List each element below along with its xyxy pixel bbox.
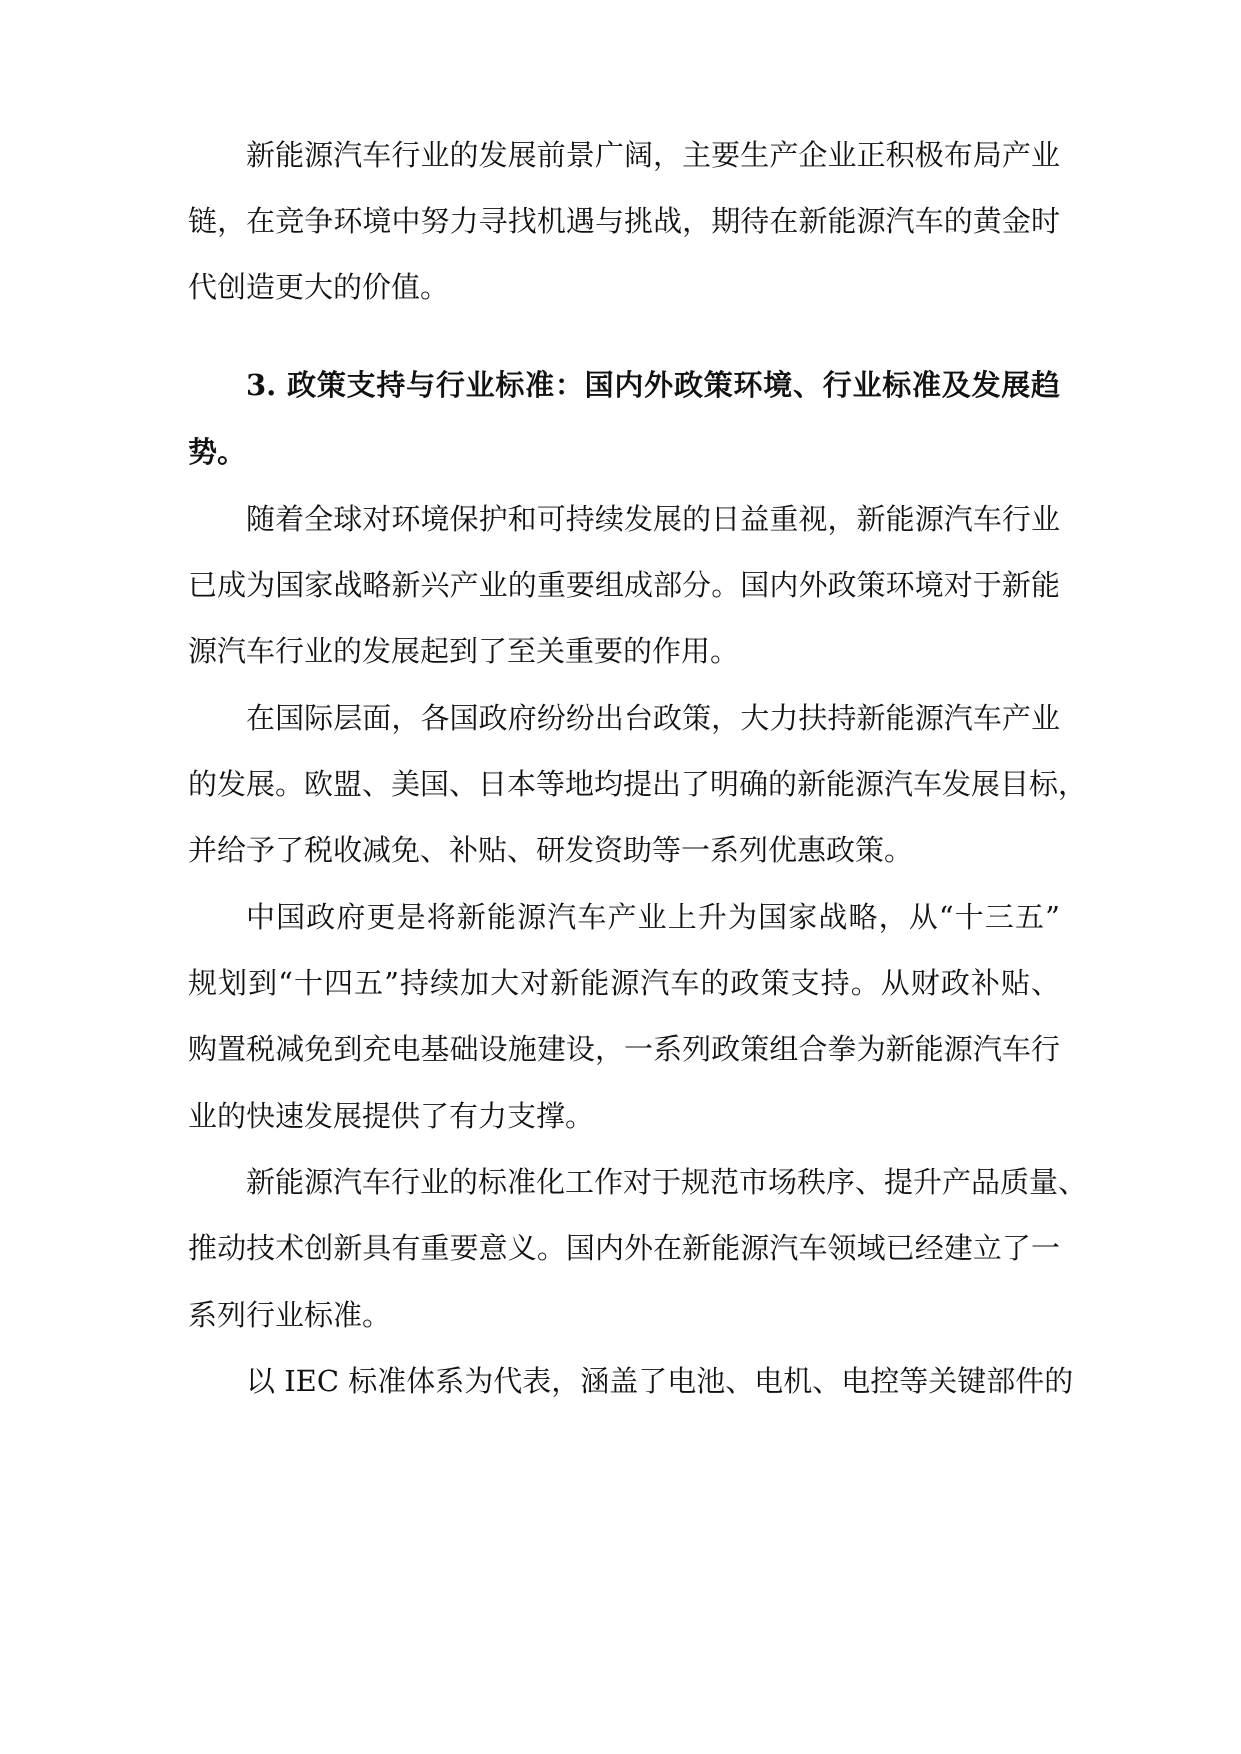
paragraph-6-line-1: 新能源汽车行业的标准化工作对于规范市场秩序、提升产品质量、 — [246, 1165, 1088, 1199]
paragraph-3-line-1: 随着全球对环境保护和可持续发展的日益重视，新能源汽车行业 — [246, 502, 1060, 536]
paragraph-3-line-3: 源汽车行业的发展起到了至关重要的作用。 — [188, 634, 740, 668]
paragraph-5-line-4: 业的快速发展提供了有力支撑。 — [188, 1099, 595, 1133]
section-heading-line-1: 3. 政策支持与行业标准：国内外政策环境、行业标准及发展趋 — [246, 368, 1060, 402]
paragraph-1-line-3: 代创造更大的价值。 — [188, 270, 450, 304]
paragraph-4-line-2: 的发展。欧盟、美国、日本等地均提出了明确的新能源汽车发展目标， — [188, 767, 1088, 801]
section-heading-line-2: 势。 — [188, 435, 247, 469]
paragraph-6-line-3: 系列行业标准。 — [188, 1298, 392, 1332]
paragraph-5-line-1: 中国政府更是将新能源汽车产业上升为国家战略，从“十三五” — [246, 900, 1060, 934]
paragraph-4-line-1: 在国际层面，各国政府纷纷出台政策，大力扶持新能源汽车产业 — [246, 701, 1060, 735]
paragraph-1-line-1: 新能源汽车行业的发展前景广阔，主要生产企业正积极布局产业 — [246, 138, 1060, 172]
paragraph-5-line-2: 规划到“十四五”持续加大对新能源汽车的政策支持。从财政补贴、 — [188, 966, 1060, 1000]
paragraph-1-line-2: 链，在竞争环境中努力寻找机遇与挑战，期待在新能源汽车的黄金时 — [188, 204, 1060, 238]
paragraph-5-line-3: 购置税减免到充电基础设施建设，一系列政策组合拳为新能源汽车行 — [188, 1032, 1060, 1066]
paragraph-7-line-1: 以 IEC 标准体系为代表，涵盖了电池、电机、电控等关键部件的 — [246, 1364, 1074, 1398]
paragraph-4-line-3: 并给予了税收减免、补贴、研发资助等一系列优惠政策。 — [188, 833, 914, 867]
paragraph-3-line-2: 已成为国家战略新兴产业的重要组成部分。国内外政策环境对于新能 — [188, 568, 1060, 602]
paragraph-6-line-2: 推动技术创新具有重要意义。国内外在新能源汽车领域已经建立了一 — [188, 1231, 1060, 1265]
